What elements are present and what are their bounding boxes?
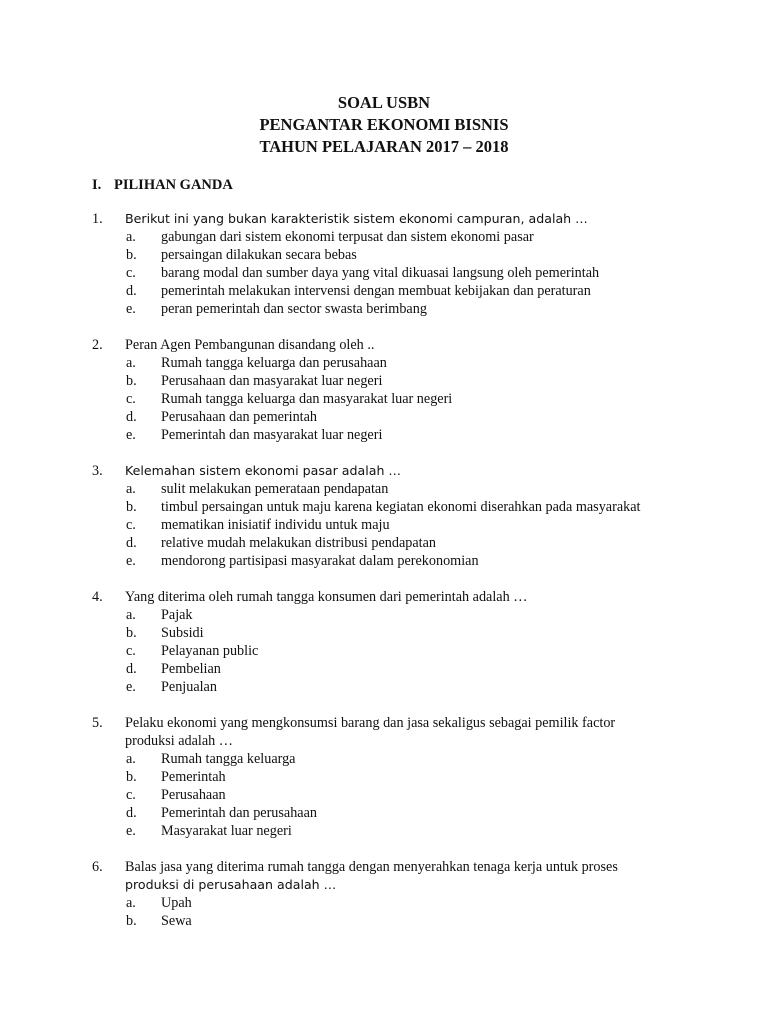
- option-letter: e.: [126, 679, 136, 695]
- question-text-line-2: produksi di perusahaan adalah …: [125, 877, 337, 892]
- title-line-3: TAHUN PELAJARAN 2017 – 2018: [259, 137, 509, 156]
- option-text: peran pemerintah dan sector swasta berimbang: [161, 301, 427, 317]
- option-text: Pajak: [161, 607, 193, 623]
- option-letter: b.: [126, 247, 137, 263]
- option-c: [0, 390, 768, 408]
- option-a: [0, 228, 768, 246]
- option-e: [0, 822, 768, 840]
- option-a: [0, 750, 768, 768]
- option-letter: d.: [126, 805, 137, 821]
- option-letter: c.: [126, 517, 136, 533]
- question-text: Peran Agen Pembangunan disandang oleh ..: [125, 337, 375, 353]
- option-letter: e.: [126, 301, 136, 317]
- option-text: mematikan inisiatif individu untuk maju: [161, 517, 390, 533]
- question-4: [0, 588, 768, 696]
- option-text: Sewa: [161, 913, 192, 929]
- option-letter: d.: [126, 409, 137, 425]
- option-text: Subsidi: [161, 625, 204, 641]
- option-b: [0, 246, 768, 264]
- option-e: [0, 552, 768, 570]
- option-d: [0, 282, 768, 300]
- title-line-2: PENGANTAR EKONOMI BISNIS: [259, 115, 509, 134]
- option-text: Upah: [161, 895, 192, 911]
- option-letter: a.: [126, 481, 136, 497]
- option-letter: a.: [126, 607, 136, 623]
- option-text: Pemerintah dan perusahaan: [161, 805, 318, 821]
- option-letter: d.: [126, 535, 137, 551]
- option-a: [0, 480, 768, 498]
- option-letter: c.: [126, 787, 136, 803]
- option-text: Rumah tangga keluarga: [161, 751, 296, 767]
- question-number: 1.: [92, 211, 103, 227]
- title-line-1: SOAL USBN: [337, 93, 431, 112]
- question-2: [0, 336, 768, 444]
- option-c: [0, 516, 768, 534]
- option-letter: b.: [126, 769, 137, 785]
- option-d: [0, 408, 768, 426]
- option-b: [0, 912, 768, 930]
- option-text: timbul persaingan untuk maju karena kegiatan ekonomi diserahkan pada masyarakat: [161, 499, 641, 515]
- option-a: [0, 894, 768, 912]
- option-text: barang modal dan sumber daya yang vital dikuasai langsung oleh pemerintah: [161, 265, 600, 281]
- option-c: [0, 642, 768, 660]
- question-text-line-1: Balas jasa yang diterima rumah tangga dengan menyerahkan tenaga kerja untuk proses: [125, 859, 618, 875]
- question-6: [0, 858, 768, 930]
- option-e: [0, 678, 768, 696]
- question-text: Berikut ini yang bukan karakteristik sistem ekonomi campuran, adalah …: [125, 211, 588, 226]
- question-text: Yang diterima oleh rumah tangga konsumen dari pemerintah adalah …: [125, 589, 528, 605]
- question-text: Kelemahan sistem ekonomi pasar adalah …: [125, 463, 402, 478]
- question-1: [0, 210, 768, 318]
- question-number: 3.: [92, 463, 103, 479]
- question-number: 4.: [92, 589, 103, 605]
- option-e: [0, 426, 768, 444]
- option-a: [0, 354, 768, 372]
- option-text: Rumah tangga keluarga dan masyarakat luar negeri: [161, 391, 453, 407]
- option-text: Penjualan: [161, 679, 217, 695]
- option-letter: b.: [126, 913, 137, 929]
- option-text: mendorong partisipasi masyarakat dalam perekonomian: [161, 553, 479, 569]
- option-letter: d.: [126, 283, 137, 299]
- option-letter: a.: [126, 355, 136, 371]
- option-letter: a.: [126, 751, 136, 767]
- option-d: [0, 660, 768, 678]
- option-letter: d.: [126, 661, 137, 677]
- question-number: 2.: [92, 337, 103, 353]
- option-letter: e.: [126, 553, 136, 569]
- section-number: I.: [92, 177, 102, 193]
- option-text: sulit melakukan pemerataan pendapatan: [161, 481, 389, 497]
- option-letter: c.: [126, 265, 136, 281]
- option-text: Perusahaan dan masyarakat luar negeri: [161, 373, 383, 389]
- question-text-line-1: Pelaku ekonomi yang mengkonsumsi barang dan jasa sekaligus sebagai pemilik factor: [125, 715, 616, 731]
- option-text: persaingan dilakukan secara bebas: [161, 247, 357, 263]
- option-a: [0, 606, 768, 624]
- option-text: pemerintah melakukan intervensi dengan membuat kebijakan dan peraturan: [161, 283, 591, 299]
- option-d: [0, 804, 768, 822]
- option-text: gabungan dari sistem ekonomi terpusat dan sistem ekonomi pasar: [161, 229, 534, 245]
- option-text: Rumah tangga keluarga dan perusahaan: [161, 355, 387, 371]
- option-d: [0, 534, 768, 552]
- option-letter: e.: [126, 823, 136, 839]
- option-text: Masyarakat luar negeri: [161, 823, 292, 839]
- option-e: [0, 300, 768, 318]
- section-title: PILIHAN GANDA: [114, 177, 233, 193]
- question-list: [0, 210, 768, 948]
- document-title: [0, 92, 768, 158]
- question-number: 6.: [92, 859, 103, 875]
- section-heading: [92, 177, 233, 194]
- option-c: [0, 786, 768, 804]
- option-text: Perusahaan dan pemerintah: [161, 409, 318, 425]
- option-text: Pembelian: [161, 661, 221, 677]
- option-text: Pemerintah: [161, 769, 226, 785]
- option-letter: c.: [126, 391, 136, 407]
- option-text: Pemerintah dan masyarakat luar negeri: [161, 427, 383, 443]
- option-text: Perusahaan: [161, 787, 226, 803]
- question-5: [0, 714, 768, 840]
- option-text: relative mudah melakukan distribusi pendapatan: [161, 535, 436, 551]
- option-b: [0, 768, 768, 786]
- option-letter: a.: [126, 229, 136, 245]
- question-3: [0, 462, 768, 570]
- option-b: [0, 498, 768, 516]
- option-letter: b.: [126, 373, 137, 389]
- option-c: [0, 264, 768, 282]
- question-number: 5.: [92, 715, 103, 731]
- question-text-line-2: produksi adalah …: [125, 733, 233, 749]
- option-letter: b.: [126, 625, 137, 641]
- option-b: [0, 624, 768, 642]
- option-letter: a.: [126, 895, 136, 911]
- option-b: [0, 372, 768, 390]
- option-letter: c.: [126, 643, 136, 659]
- option-text: Pelayanan public: [161, 643, 259, 659]
- option-letter: b.: [126, 499, 137, 515]
- option-letter: e.: [126, 427, 136, 443]
